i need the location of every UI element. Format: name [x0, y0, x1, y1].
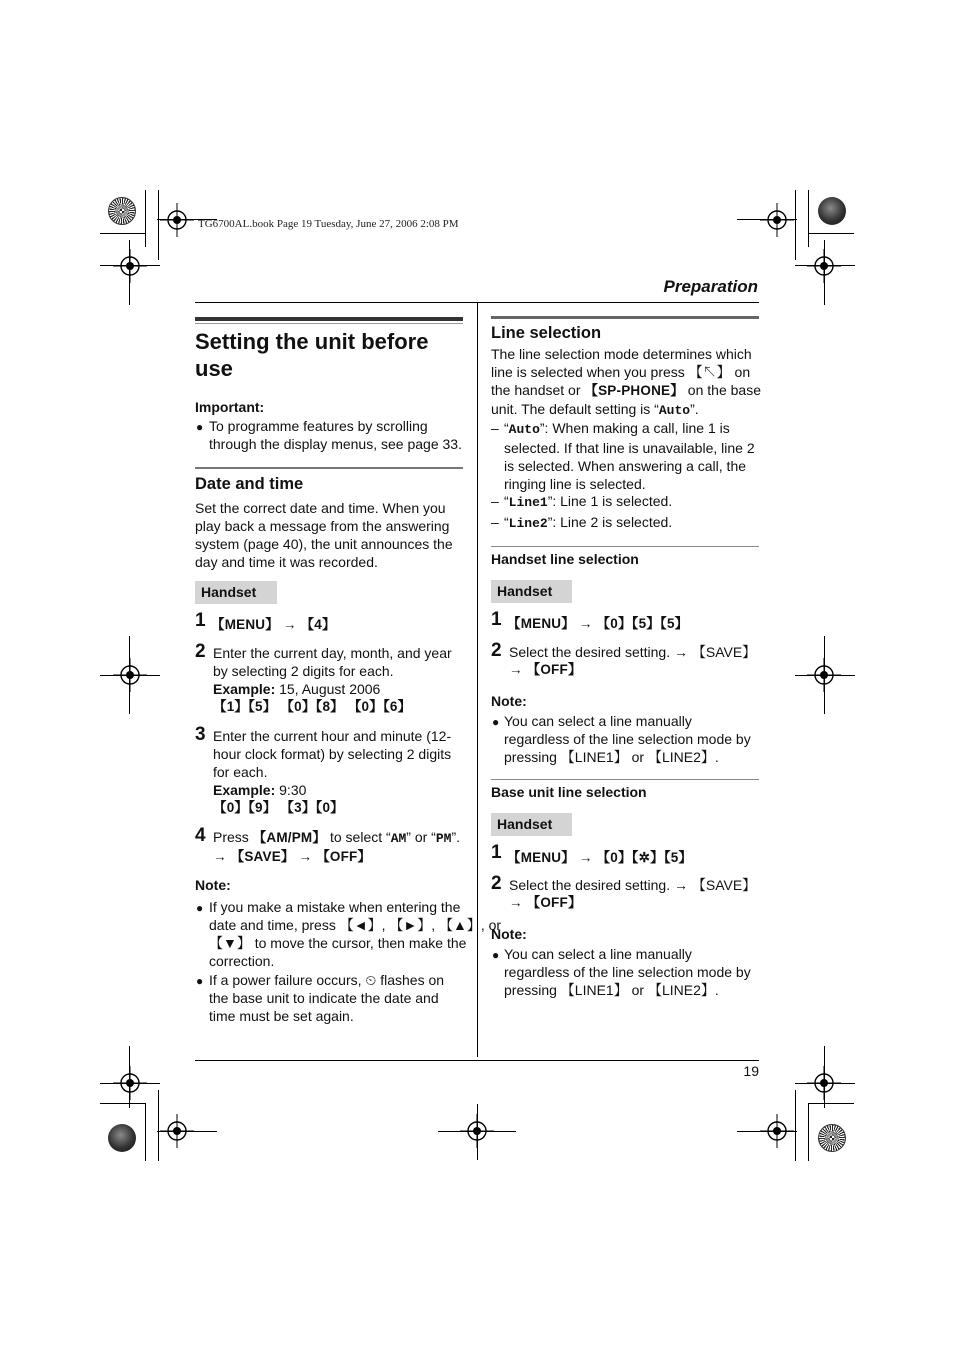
step3-keys: 【0】【9】 【3】【0】 [213, 800, 344, 815]
registration-crosshair-icon [113, 249, 147, 283]
step-number: 1 [491, 842, 502, 863]
bullet-icon: ● [196, 420, 204, 434]
important-label: Important: [195, 399, 265, 415]
note1-text: If you make a mistake when entering the date and time, press 【◄】, 【►】, 【▲】, or 【▼】 to move the cursor, then make the correction. [209, 899, 502, 969]
hs-step1-keys: 【MENU】 → 【0】【5】【5】 [507, 616, 689, 631]
handset-line-selection-heading: Handset line selection [491, 551, 639, 567]
option-line1: “Line1”: Line 1 is selected. [504, 493, 673, 510]
title-bar-thin [195, 323, 463, 324]
section-rule [491, 316, 759, 319]
hs-note-text: You can select a line manually regardless of the line selection mode by pressing 【LINE1】 or 【LINE2】. [504, 713, 751, 765]
bullet-icon: ● [196, 974, 204, 988]
handset-tag: Handset [195, 581, 277, 604]
bu-step1-keys: 【MENU】 → 【0】【✲】【5】 [507, 850, 693, 865]
base-line-selection-heading: Base unit line selection [491, 784, 647, 800]
section-label: Preparation [663, 277, 758, 296]
step-number: 2 [491, 873, 502, 894]
step-number: 2 [491, 640, 502, 661]
step3-text: Enter the current hour and minute (12- hour clock format) by selecting 2 digits for each. Example: 9:30 【0】【9】 【3】【0】 [213, 728, 452, 815]
line-selection-heading: Line selection [491, 324, 602, 342]
note-label: Note: [491, 693, 527, 709]
bullet-icon: ● [492, 948, 500, 962]
bu-note-text: You can select a line manually regardless of the line selection mode by pressing 【LINE1】 or 【LINE2】. [504, 946, 751, 998]
step2-text: Enter the current day, month, and year by selecting 2 digits for each. Example: 15, August 2006 【1】【5】 【0】【8】 【0】【6】 [213, 645, 452, 714]
section-rule [195, 467, 463, 469]
bullet-icon: ● [492, 715, 500, 729]
page-title: Setting the unit before use [195, 329, 429, 381]
step-number: 4 [195, 825, 206, 846]
step1-keys: 【MENU】 → 【4】 [211, 617, 336, 632]
dash-marker: – [491, 493, 499, 509]
handset-tag: Handset [491, 580, 572, 603]
registration-ball-icon [108, 197, 136, 225]
registration-crosshair-icon [160, 203, 194, 237]
bu-step2-text: Select the desired setting. → 【SAVE】 → 【OFF】 [509, 877, 757, 910]
registration-ball-icon [108, 1124, 136, 1152]
book-info-line: TG6700AL.book Page 19 Tuesday, June 27, 2006 2:08 PM [198, 218, 459, 230]
step-number: 3 [195, 724, 206, 745]
note-label: Note: [195, 877, 231, 893]
footer-rule [195, 1060, 759, 1061]
subsection-rule [491, 546, 759, 547]
registration-crosshair-icon [760, 203, 794, 237]
step2-keys: 【1】【5】 【0】【8】 【0】【6】 [213, 699, 412, 714]
step-number: 1 [491, 609, 502, 630]
date-time-intro: Set the correct date and time. When you play back a message from the answering system (page 40), the unit announces the day and time it was recorded. [195, 500, 453, 570]
dash-marker: – [491, 420, 499, 436]
date-time-heading: Date and time [195, 475, 304, 493]
option-auto: “Auto”: When making a call, line 1 is selected. If that line is unavailable, line 2 is selected. When answering a call, the ringing line is selected. [504, 420, 755, 492]
registration-ball-icon [818, 1124, 846, 1152]
hs-step2-text: Select the desired setting. → 【SAVE】 → 【OFF】 [509, 644, 757, 677]
step4-text: Press 【AM/PM】 to select “AM” or “PM”. → 【SAVE】 → 【OFF】 [213, 829, 461, 864]
line-selection-intro: The line selection mode determines which line is selected when you press 【↖】 on the handset or 【SP-PHONE】 on the base unit. The default setting is “Auto”. [491, 346, 761, 418]
step-number: 2 [195, 641, 206, 662]
option-line2: “Line2”: Line 2 is selected. [504, 514, 673, 531]
title-bar-thick [195, 317, 463, 321]
note2-text: If a power failure occurs, ⏲ flashes on the base unit to indicate the date and time must be set again. [209, 972, 445, 1024]
page-number: 19 [743, 1063, 759, 1079]
registration-ball-icon [818, 197, 846, 225]
bullet-icon: ● [196, 901, 204, 915]
dash-marker: – [491, 514, 499, 530]
subsection-rule [491, 779, 759, 780]
note-label: Note: [491, 926, 527, 942]
handset-tag: Handset [491, 813, 572, 836]
important-text: To programme features by scrolling through the display menus, see page 33. [209, 418, 462, 452]
step-number: 1 [195, 610, 206, 631]
